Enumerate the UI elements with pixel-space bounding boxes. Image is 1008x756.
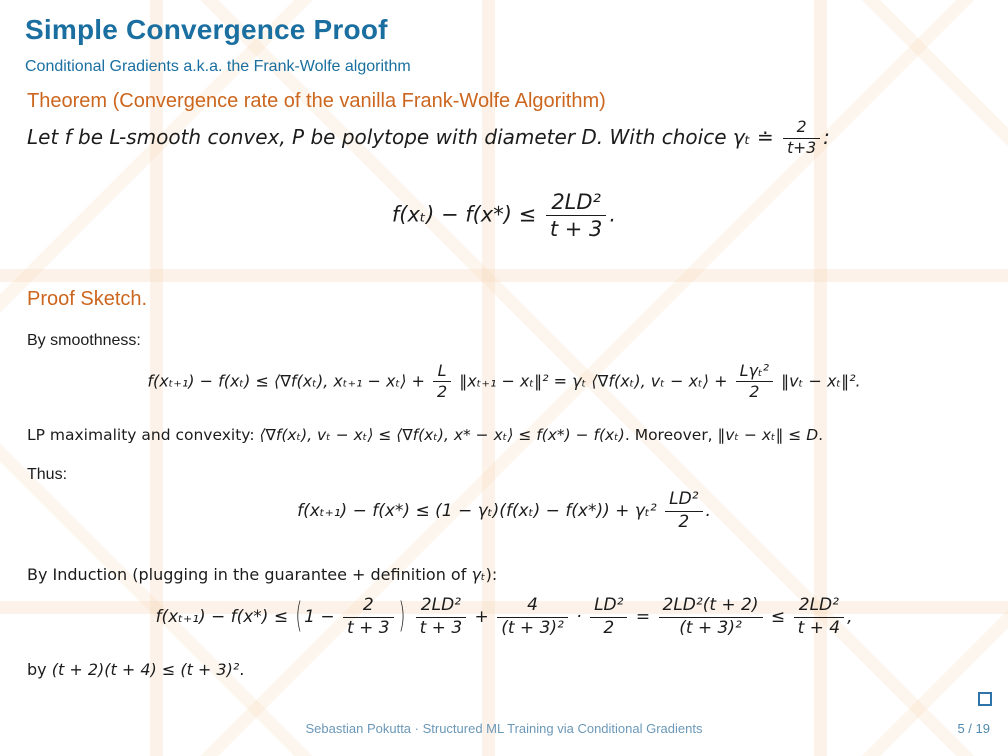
proof-heading: Proof Sketch. [27, 288, 148, 310]
slide-subtitle: Conditional Gradients a.k.a. the Frank-Wolfe algorithm [25, 58, 411, 75]
induction-justification: by (t + 2)(t + 4) ≤ (t + 3)². [27, 660, 245, 679]
thus-label: Thus: [27, 466, 68, 483]
equation-main-bound: f(xₜ) − f(x*) ≤ $\frac{\text{2LD²}}{t + 3}$ . [391, 190, 617, 242]
induction-label: By Induction (plugging in the guarantee + definition of γₜ): [27, 565, 498, 584]
theorem-statement: Let f be L-smooth convex, P be polytope with diameter D. With choice γₜ ≐ $\frac{2}{t+3}$ : [27, 118, 830, 157]
footer-page-number: 5 / 19 [957, 721, 990, 736]
equation-thus: f(xₜ₊₁) − f(x*) ≤ (1 − γₜ)(f(xₜ) − f(x*)) + γₜ² $\frac{\text{LD²}}{2}$ . [297, 489, 711, 532]
qed-square-icon [978, 692, 992, 706]
theorem-heading: Theorem (Convergence rate of the vanilla Frank-Wolfe Algorithm) [27, 90, 606, 112]
footer-author-line: Sebastian Pokutta · Structured ML Training via Conditional Gradients [305, 721, 703, 736]
equation-induction: f(xₜ₊₁) − f(x*) ≤ ( 1 − $\frac{2}{t + 3}$ ) $\frac{\text{2LD²}}{t + 3}$ + $\frac{4}{\text{(t + 3)²}}$ · $\frac{\text{LD²}}{2}$ = $\frac{\text{2LD²(t + 2)}}{\text{(t + 3)²}}$ ≤ $\frac{\text{2LD²}}{t + 4}$ , [155, 595, 853, 638]
lp-convexity-line: LP maximality and convexity: ⟨∇f(xₜ), vₜ − xₜ⟩ ≤ ⟨∇f(xₜ), x* − xₜ⟩ ≤ f(x*) − f(xₜ). Moreover, ‖vₜ − xₜ‖ ≤ D. [27, 426, 824, 444]
smoothness-label: By smoothness: [27, 332, 141, 349]
equation-smoothness: f(xₜ₊₁) − f(xₜ) ≤ ⟨∇f(xₜ), xₜ₊₁ − xₜ⟩ + $\frac{L}{2}$ ‖xₜ₊₁ − xₜ‖² = γₜ ⟨∇f(xₜ), vₜ − xₜ⟩ + $\frac{\text{Lγₜ²}}{2}$ ‖vₜ − xₜ‖². [147, 361, 861, 402]
slide-title: Simple Convergence Proof [25, 14, 388, 45]
